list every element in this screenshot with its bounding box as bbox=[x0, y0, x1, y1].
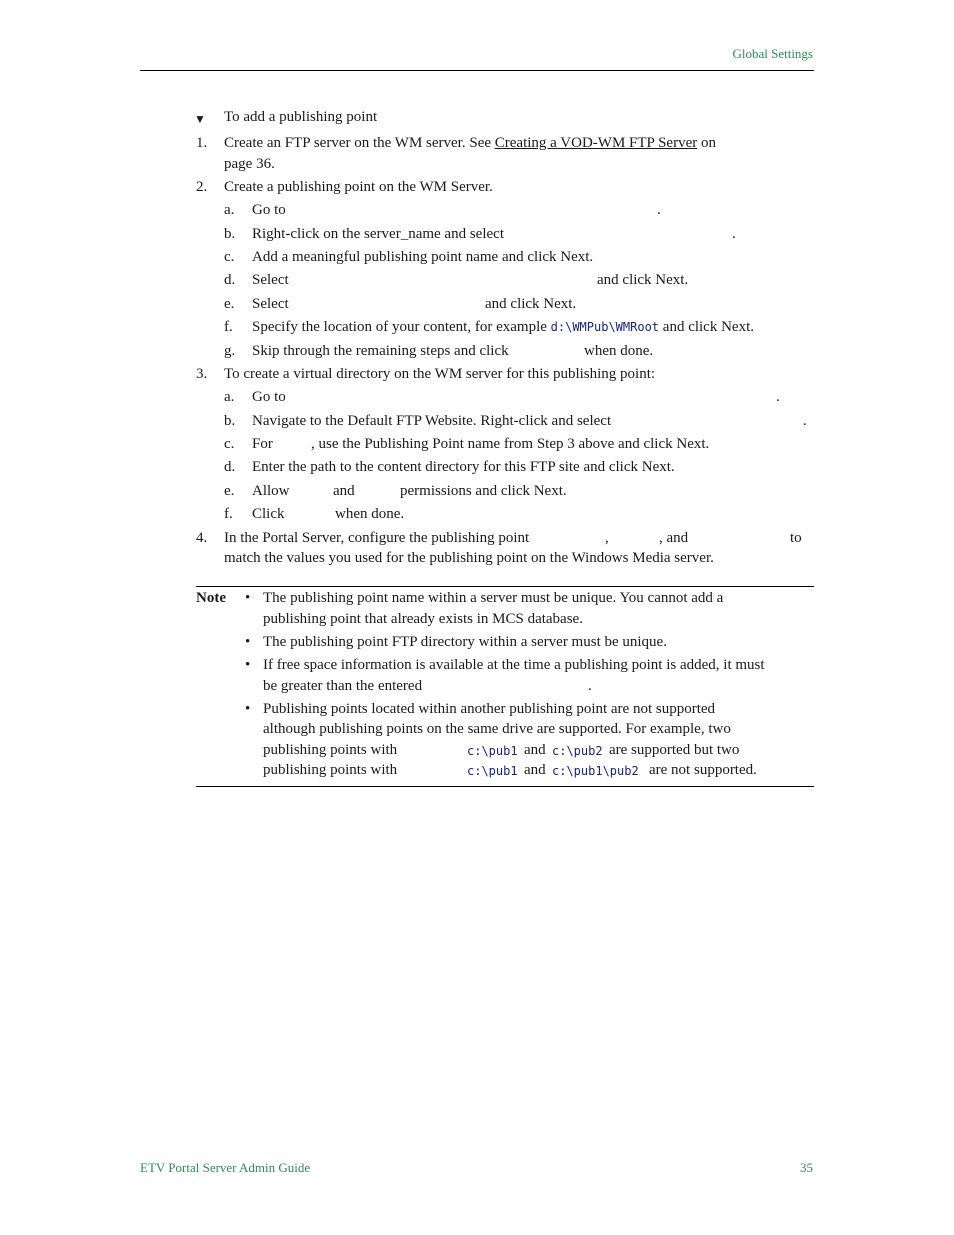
note-label: Note bbox=[196, 590, 226, 606]
substep-letter: a. bbox=[224, 202, 235, 218]
substep-text: Skip through the remaining steps and click bbox=[252, 343, 509, 359]
substep-text: For bbox=[252, 436, 273, 452]
path-code: c:\pub1\pub2 bbox=[552, 764, 639, 778]
note-text: publishing points with bbox=[263, 762, 398, 778]
substep-letter: a. bbox=[224, 389, 235, 405]
step-number: 2. bbox=[196, 179, 208, 195]
step-number: 3. bbox=[196, 366, 208, 382]
substep-text-end: when done. bbox=[335, 506, 405, 522]
substep-text: Add a meaningful publishing point name and click Next. bbox=[252, 249, 594, 265]
substep-text-end: . bbox=[803, 413, 807, 429]
substep-text: Select bbox=[252, 296, 289, 312]
note-text: are supported but two bbox=[609, 742, 740, 758]
footer-title: ETV Portal Server Admin Guide bbox=[140, 1160, 311, 1175]
step-text-continued: match the values you used for the publishing point on the Windows Media server. bbox=[224, 550, 714, 566]
substep-text: Allow bbox=[252, 483, 290, 499]
procedure-title: To add a publishing point bbox=[224, 109, 378, 125]
substep-letter: d. bbox=[224, 459, 236, 475]
bullet-icon: • bbox=[245, 634, 251, 650]
bullet-icon: • bbox=[245, 701, 251, 717]
substep-text: Navigate to the Default FTP Website. Right-click and select bbox=[252, 413, 612, 429]
note-text: and bbox=[524, 742, 546, 758]
substep-text-mid: and bbox=[333, 483, 355, 499]
step-text-part: , and bbox=[659, 530, 689, 546]
substep-letter: c. bbox=[224, 249, 235, 265]
note-text: . bbox=[588, 678, 592, 694]
note-text: Publishing points located within another publishing point are not supported bbox=[263, 701, 716, 717]
substep-text: Click bbox=[252, 506, 285, 522]
substep-letter: b. bbox=[224, 413, 236, 429]
substep-letter: d. bbox=[224, 272, 236, 288]
note-text: If free space information is available at the time a publishing point is added, it must bbox=[263, 657, 765, 673]
substep-text: Enter the path to the content directory for this FTP site and click Next. bbox=[252, 459, 675, 475]
substep-text-end: and click Next. bbox=[597, 272, 689, 288]
step-text: In the Portal Server, configure the publishing point bbox=[224, 530, 530, 546]
note-bottom-rule bbox=[196, 786, 814, 787]
step-number: 4. bbox=[196, 530, 208, 546]
substep-letter: g. bbox=[224, 343, 236, 359]
substep-text: Go to bbox=[252, 202, 286, 218]
substep-text-end: . bbox=[776, 389, 780, 405]
substep-text: Select bbox=[252, 272, 289, 288]
step-number: 1. bbox=[196, 135, 208, 151]
substep-letter: e. bbox=[224, 483, 235, 499]
note-text: although publishing points on the same drive are supported. For example, two bbox=[263, 721, 731, 737]
content-path-code: d:\WMPub\WMRoot bbox=[550, 320, 660, 334]
note-text: publishing point that already exists in MCS database. bbox=[263, 611, 583, 627]
substep-letter: c. bbox=[224, 436, 235, 452]
page-number: 35 bbox=[800, 1160, 813, 1175]
note-text: are not supported. bbox=[649, 762, 757, 778]
step-text-part: to bbox=[790, 530, 802, 546]
note-text: publishing points with bbox=[263, 742, 398, 758]
running-header: Global Settings bbox=[732, 46, 813, 61]
note-text: and bbox=[524, 762, 546, 778]
step-text-continued: page 36. bbox=[224, 156, 275, 172]
substep-text-end: and click Next. bbox=[485, 296, 577, 312]
triangle-bullet-icon: ▼ bbox=[194, 112, 206, 126]
substep-letter: f. bbox=[224, 319, 233, 335]
bullet-icon: • bbox=[245, 590, 251, 606]
note-text: The publishing point FTP directory within a server must be unique. bbox=[263, 634, 667, 650]
bullet-icon: • bbox=[245, 657, 251, 673]
substep-letter: f. bbox=[224, 506, 233, 522]
note-text: be greater than the entered bbox=[263, 678, 423, 694]
substep-text: Go to bbox=[252, 389, 286, 405]
substep-text: Specify the location of your content, for example d:\WMPub\WMRoot and click Next. bbox=[252, 319, 754, 335]
substep-text-end: when done. bbox=[584, 343, 654, 359]
substep-letter: b. bbox=[224, 226, 236, 242]
substep-text-end: , use the Publishing Point name from Step 3 above and click Next. bbox=[311, 436, 710, 452]
header-rule bbox=[140, 70, 814, 71]
substep-text-end: . bbox=[657, 202, 661, 218]
note-text: The publishing point name within a server must be unique. You cannot add a bbox=[263, 590, 724, 606]
creating-ftp-server-link[interactable]: Creating a VOD-WM FTP Server bbox=[494, 135, 698, 151]
step-text-part: , bbox=[605, 530, 609, 546]
path-code: c:\pub2 bbox=[552, 744, 603, 758]
step-text: Create an FTP server on the WM server. See Creating a VOD-WM FTP Server on bbox=[224, 135, 716, 151]
note-top-rule bbox=[196, 586, 814, 587]
substep-text: Right-click on the server_name and select bbox=[252, 226, 504, 242]
step-text: To create a virtual directory on the WM server for this publishing point: bbox=[224, 366, 656, 382]
substep-text-end: permissions and click Next. bbox=[400, 483, 567, 499]
substep-text-end: . bbox=[732, 226, 736, 242]
step-text: Create a publishing point on the WM Server. bbox=[224, 179, 493, 195]
path-code: c:\pub1 bbox=[467, 744, 518, 758]
path-code: c:\pub1 bbox=[467, 764, 518, 778]
substep-letter: e. bbox=[224, 296, 235, 312]
